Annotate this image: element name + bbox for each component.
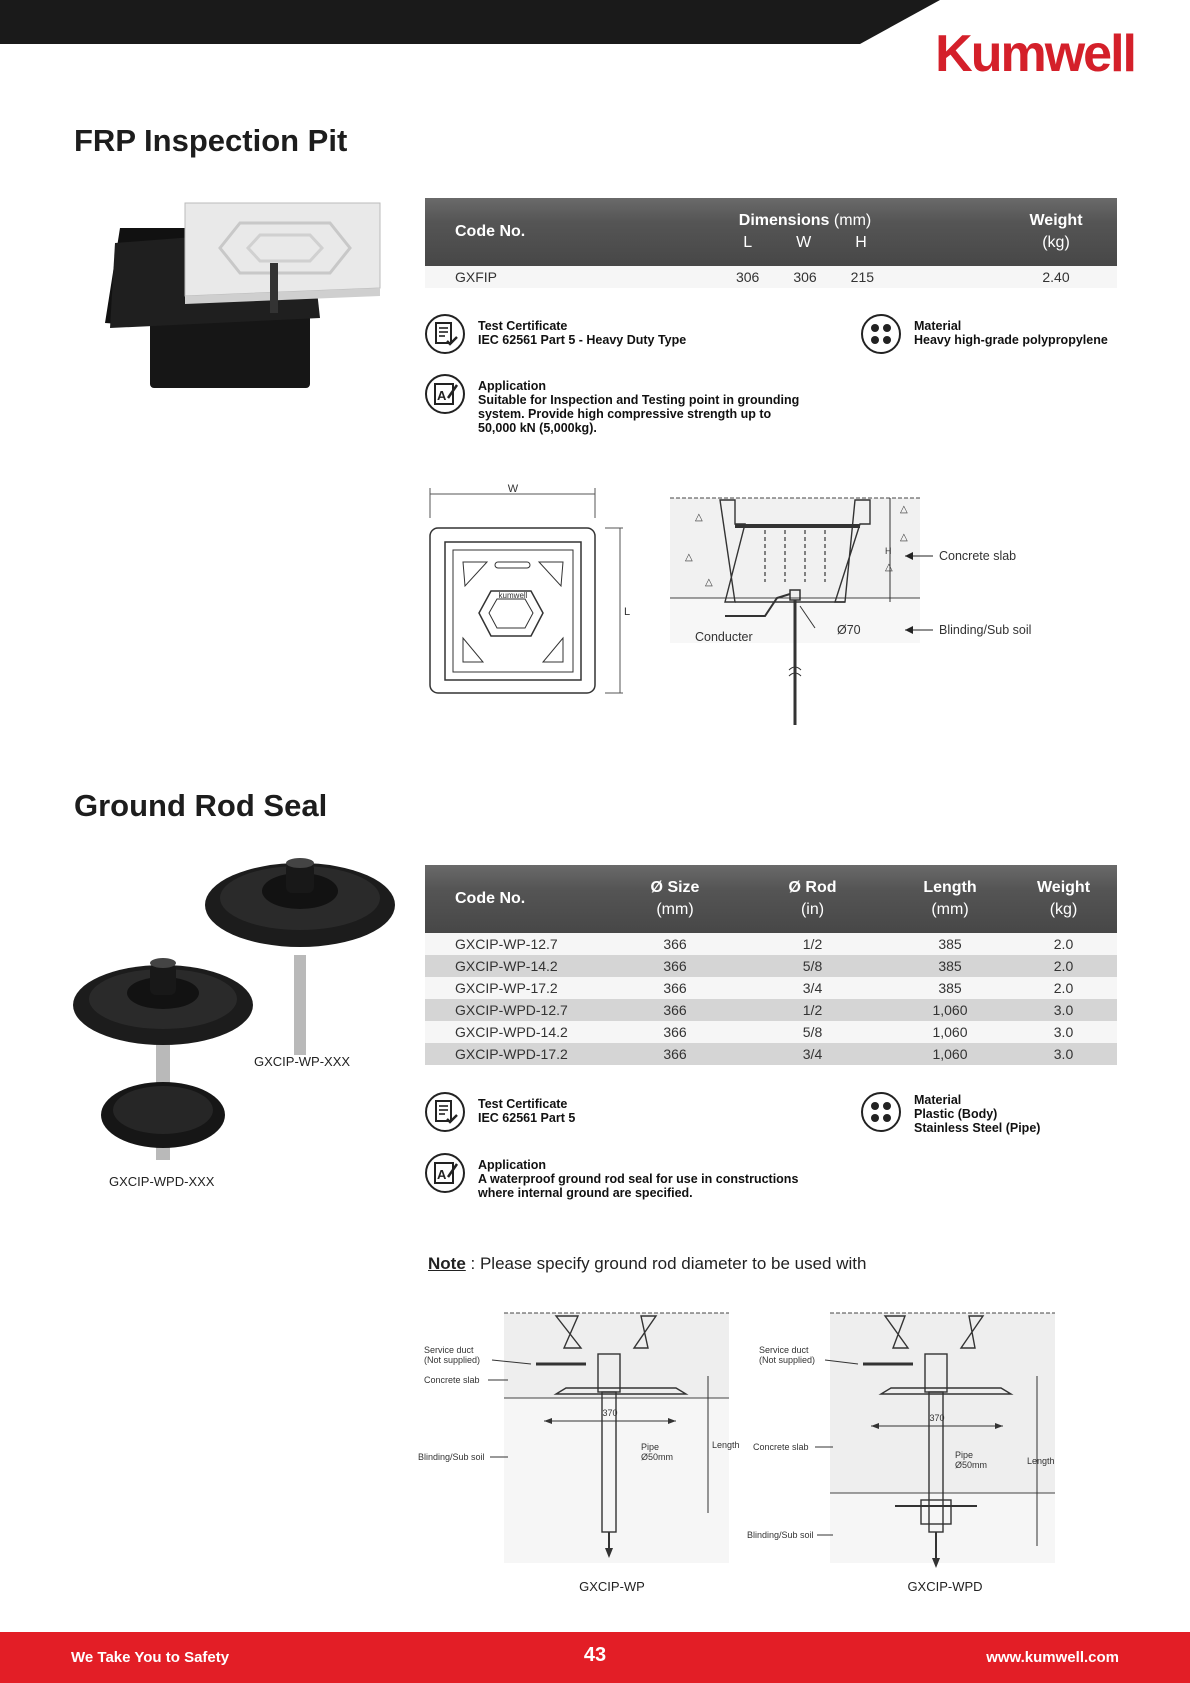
- certificate-icon: [424, 313, 466, 355]
- frp-pit-photo: [100, 198, 385, 393]
- weight-header: Weight: [1036, 879, 1091, 896]
- size-cell: 366: [615, 1043, 735, 1065]
- application-icon: [424, 373, 466, 415]
- footer-url[interactable]: www.kumwell.com: [986, 1649, 1119, 1666]
- length-cell: 385: [890, 933, 1010, 955]
- footer: [0, 1632, 1190, 1683]
- material-label: Material: [914, 319, 962, 333]
- dia-label: Ø70: [837, 623, 861, 637]
- code-cell: GXCIP-WPD-12.7: [425, 999, 615, 1021]
- test-certificate-label: Test Certificate: [478, 319, 568, 333]
- frp-top-view-drawing: [425, 478, 640, 696]
- blinding-label: Blinding/Sub soil: [747, 1530, 814, 1540]
- service-duct-label: Service duct: [424, 1345, 474, 1355]
- pipe-label: Pipe: [955, 1450, 974, 1460]
- frp-table-header: [425, 198, 1117, 266]
- h-cell: 215: [850, 269, 875, 285]
- size-header: Ø Size: [650, 879, 700, 896]
- size-cell: 366: [615, 1021, 735, 1043]
- length-cell: 1,060: [890, 1043, 1010, 1065]
- rod-unit: (in): [800, 901, 825, 918]
- l-header: L: [743, 234, 753, 251]
- size-cell: 366: [615, 955, 735, 977]
- application-label: Application: [478, 379, 547, 393]
- l-label: L: [624, 606, 631, 618]
- wp-photo-label: GXCIP-WP-XXX: [254, 1054, 351, 1069]
- application-line: 50,000 kN (5,000kg).: [478, 421, 597, 435]
- pipe-dia-label: Ø50mm: [955, 1460, 988, 1470]
- w-header: W: [796, 234, 812, 251]
- size-cell: 366: [615, 977, 735, 999]
- svg-text:A: A: [437, 388, 447, 403]
- weight-header: Weight: [1029, 212, 1083, 229]
- table-row: [425, 266, 1117, 288]
- seal-material: [860, 1091, 1040, 1135]
- rod-cell: 5/8: [735, 1021, 890, 1043]
- length-cell: 1,060: [890, 1021, 1010, 1043]
- note: [428, 1254, 866, 1274]
- length-label: Length: [1027, 1456, 1055, 1466]
- svg-text:△: △: [900, 532, 908, 543]
- code-cell: GXCIP-WPD-14.2: [425, 1021, 615, 1043]
- concrete-slab-label: Concrete slab: [424, 1375, 480, 1385]
- h-header: H: [855, 234, 867, 251]
- pipe-label: Pipe: [641, 1442, 660, 1452]
- dimensions-unit: (mm): [833, 212, 872, 229]
- test-certificate-label: Test Certificate: [478, 1097, 568, 1111]
- l-cell: 306: [735, 269, 760, 285]
- svg-text:△: △: [900, 504, 908, 515]
- code-cell: GXCIP-WP-17.2: [425, 977, 615, 999]
- code-cell: GXCIP-WP-14.2: [425, 955, 615, 977]
- weight-cell: 2.0: [1010, 933, 1117, 955]
- application-label: Application: [478, 1158, 547, 1172]
- size-cell: 366: [615, 933, 735, 955]
- footer-tagline: We Take You to Safety: [71, 1649, 230, 1666]
- note-text: : Please specify ground rod diameter to be used with: [470, 1254, 867, 1273]
- application-line: where internal ground are specified.: [478, 1186, 693, 1200]
- application-line: Suitable for Inspection and Testing point in grounding: [478, 393, 800, 407]
- table-row: [425, 977, 1117, 999]
- page-number: 43: [583, 1644, 607, 1666]
- service-duct-label: Service duct: [759, 1345, 809, 1355]
- svg-text:△: △: [885, 562, 893, 573]
- weight-cell: 2.0: [1010, 955, 1117, 977]
- concrete-slab-label: Concrete slab: [939, 549, 1017, 563]
- rod-cell: 3/4: [735, 1043, 890, 1065]
- svg-text:△: △: [685, 552, 693, 563]
- w-label: W: [507, 483, 519, 495]
- weight-unit: (kg): [1042, 234, 1070, 251]
- frp-section-drawing: [665, 490, 1070, 730]
- wpd-installation-drawing: [745, 1308, 1065, 1598]
- code-cell: GXCIP-WP-12.7: [425, 933, 615, 955]
- rod-cell: 3/4: [735, 977, 890, 999]
- table-row: [425, 1021, 1117, 1043]
- code-header: Code No.: [455, 890, 526, 907]
- concrete-slab-label: Concrete slab: [753, 1442, 809, 1452]
- table-row: [425, 955, 1117, 977]
- length-cell: 385: [890, 955, 1010, 977]
- test-certificate-value: IEC 62561 Part 5 - Heavy Duty Type: [478, 333, 687, 347]
- not-supplied-label: (Not supplied): [424, 1355, 481, 1365]
- wpd-caption: GXCIP-WPD: [907, 1579, 983, 1594]
- application-icon: [424, 1152, 466, 1194]
- material-line: Stainless Steel (Pipe): [914, 1121, 1041, 1135]
- seal-spec-table: [425, 865, 1117, 1065]
- rod-cell: 1/2: [735, 999, 890, 1021]
- material-icon: [860, 1091, 902, 1133]
- svg-text:△: △: [695, 512, 703, 523]
- table-row: [425, 1043, 1117, 1065]
- svg-text:△: △: [705, 577, 713, 588]
- material-line: Plastic (Body): [914, 1107, 998, 1121]
- wpd-photo-label: GXCIP-WPD-XXX: [109, 1174, 215, 1189]
- material-label: Material: [914, 1093, 962, 1107]
- code-cell: GXCIP-WPD-17.2: [425, 1043, 615, 1065]
- weight-cell: 3.0: [1010, 1021, 1117, 1043]
- weight-cell: 3.0: [1010, 1043, 1117, 1065]
- rod-cell: 5/8: [735, 955, 890, 977]
- weight-cell: 3.0: [1010, 999, 1117, 1021]
- length-unit: (mm): [931, 901, 969, 918]
- length-cell: 1,060: [890, 999, 1010, 1021]
- material-icon: [860, 313, 902, 355]
- weight-cell: 2.0: [1010, 977, 1117, 999]
- length-cell: 385: [890, 977, 1010, 999]
- size-unit: (mm): [656, 901, 694, 918]
- seal-section-title: Ground Rod Seal: [74, 788, 328, 823]
- length-header: Length: [923, 879, 977, 896]
- not-supplied-label: (Not supplied): [759, 1355, 816, 1365]
- weight-unit: (kg): [1049, 901, 1078, 918]
- frp-material: [860, 313, 1108, 355]
- blinding-label: Blinding/Sub soil: [418, 1452, 485, 1462]
- dim-370: 370: [929, 1413, 945, 1423]
- code-header: Code No.: [455, 223, 526, 240]
- length-label: Length: [712, 1440, 740, 1450]
- h-label: H: [885, 546, 892, 556]
- ground-rod-seal-photo: [68, 835, 403, 1165]
- pipe-dia-label: Ø50mm: [641, 1452, 674, 1462]
- wp-caption: GXCIP-WP: [579, 1579, 645, 1594]
- material-value: Heavy high-grade polypropylene: [914, 333, 1108, 347]
- frp-section-title: FRP Inspection Pit: [74, 123, 348, 158]
- rod-cell: 1/2: [735, 933, 890, 955]
- code-cell: GXFIP: [425, 266, 655, 288]
- seal-application: [424, 1152, 798, 1200]
- note-label: Note: [428, 1254, 466, 1273]
- frp-test-certificate: [424, 313, 686, 355]
- brand-logo: Kumwell: [935, 25, 1135, 83]
- test-certificate-value: IEC 62561 Part 5: [478, 1111, 576, 1125]
- dim-370: 370: [602, 1408, 618, 1418]
- blinding-label: Blinding/Sub soil: [939, 623, 1032, 637]
- w-cell: 306: [793, 269, 817, 285]
- frp-application: [424, 373, 799, 435]
- certificate-icon: [424, 1091, 466, 1133]
- seal-test-certificate: [424, 1091, 575, 1133]
- frp-spec-table: [425, 198, 1117, 288]
- application-line: A waterproof ground rod seal for use in constructions: [478, 1172, 799, 1186]
- size-cell: 366: [615, 999, 735, 1021]
- application-line: system. Provide high compressive strength up to: [478, 407, 772, 421]
- seal-table-header: [425, 865, 1117, 933]
- weight-cell: 2.40: [955, 266, 1117, 288]
- wp-installation-drawing: [416, 1308, 740, 1598]
- conducter-label: Conducter: [695, 630, 753, 644]
- table-row: [425, 933, 1117, 955]
- rod-header: Ø Rod: [788, 879, 837, 896]
- table-row: [425, 999, 1117, 1021]
- svg-text:A: A: [437, 1167, 447, 1182]
- drawing-logo: kumwell: [498, 591, 528, 600]
- dimensions-header: Dimensions: [738, 212, 830, 229]
